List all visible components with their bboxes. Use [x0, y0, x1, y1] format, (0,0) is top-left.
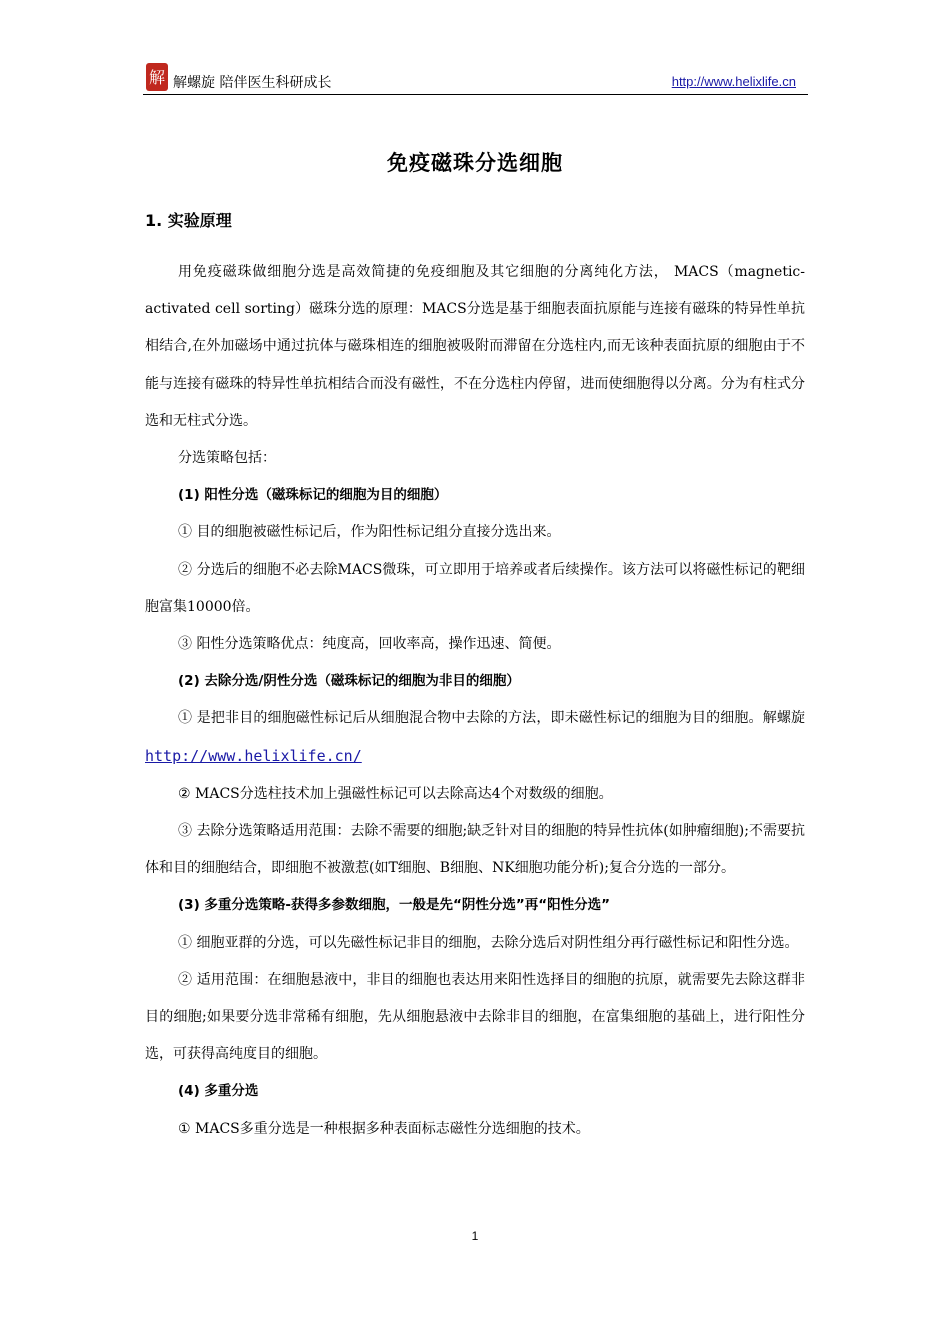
helix-logo-icon	[145, 62, 169, 92]
list-item: ③ 去除分选策略适用范围：去除不需要的细胞;缺乏针对目的细胞的特异性抗体(如肿瘤细胞);不需要抗体和目的细胞结合，即细胞不被激惹(如T细胞、B细胞、NK细胞功能分析);复合分选的一部分。	[145, 823, 805, 877]
list-item-text: ① 是把非目的细胞磁性标记后从细胞混合物中去除的方法，即未磁性标记的细胞为目的细胞。	[178, 710, 763, 727]
strategies-intro: 分选策略包括：	[178, 450, 276, 467]
document-title: 免疫磁珠分选细胞	[387, 151, 563, 175]
header-brand: 解螺旋 陪伴医生科研成长	[173, 75, 332, 91]
intro-paragraph: 用免疫磁珠做细胞分选是高效简捷的免疫细胞及其它细胞的分离纯化方法， MACS（magnetic-activated cell sorting）磁珠分选的原理：MACS分选是基于细胞表面抗原能与连接有磁珠的特异性单抗相结合,在外加磁场中通过抗体与磁珠相连的细胞被吸附而滞留在分选柱内,而无该种表面抗原的细胞由于不能与连接有磁珠的特异性单抗相结合而没有磁性，不在分选柱内停留，进而使细胞得以分离。分为有柱式分选和无柱式分选。	[145, 264, 805, 429]
inline-brand: 解螺旋	[762, 710, 806, 727]
helixlife-link[interactable]: http://www.helixlife.cn/	[145, 746, 362, 765]
list-item: ② MACS分选柱技术加上强磁性标记可以去除高达4个对数级的细胞。	[178, 785, 613, 802]
list-item: ③ 阳性分选策略优点：纯度高，回收率高，操作迅速、简便。	[178, 636, 561, 653]
strategy-2-heading: (2) 去除分选/阴性分选（磁珠标记的细胞为非目的细胞）	[178, 673, 520, 690]
list-item: ① 目的细胞被磁性标记后，作为阳性标记组分直接分选出来。	[178, 524, 561, 541]
section-heading: 1. 实验原理	[145, 211, 232, 230]
logo-text: 解	[148, 68, 166, 87]
page-header	[143, 62, 808, 95]
page-number: 1	[471, 1229, 479, 1243]
list-item: ① MACS多重分选是一种根据多种表面标志磁性分选细胞的技术。	[178, 1120, 590, 1137]
strategy-3-heading: (3) 多重分选策略-获得多参数细胞，一般是先“阴性分选”再“阳性分选”	[178, 897, 611, 914]
list-item	[145, 700, 805, 775]
list-item: ② 分选后的细胞不必去除MACS微珠，可立即用于培养或者后续操作。该方法可以将磁性标记的靶细胞富集10000倍。	[145, 561, 805, 615]
header-url-link[interactable]: http://www.helixlife.cn	[671, 74, 796, 89]
document-body	[145, 254, 805, 1148]
strategy-4-heading: (4) 多重分选	[178, 1083, 259, 1100]
list-item: ① 细胞亚群的分选，可以先磁性标记非目的细胞，去除分选后对阴性组分再行磁性标记和阳性分选。	[178, 934, 799, 951]
strategy-1-heading: (1) 阳性分选（磁珠标记的细胞为目的细胞）	[178, 487, 448, 504]
list-item: ② 适用范围：在细胞悬液中，非目的细胞也表达用来阳性选择目的细胞的抗原，就需要先去除这群非目的细胞;如果要分选非常稀有细胞，先从细胞悬液中去除非目的细胞，在富集细胞的基础上，进行阳性分选，可获得高纯度目的细胞。	[145, 971, 805, 1063]
